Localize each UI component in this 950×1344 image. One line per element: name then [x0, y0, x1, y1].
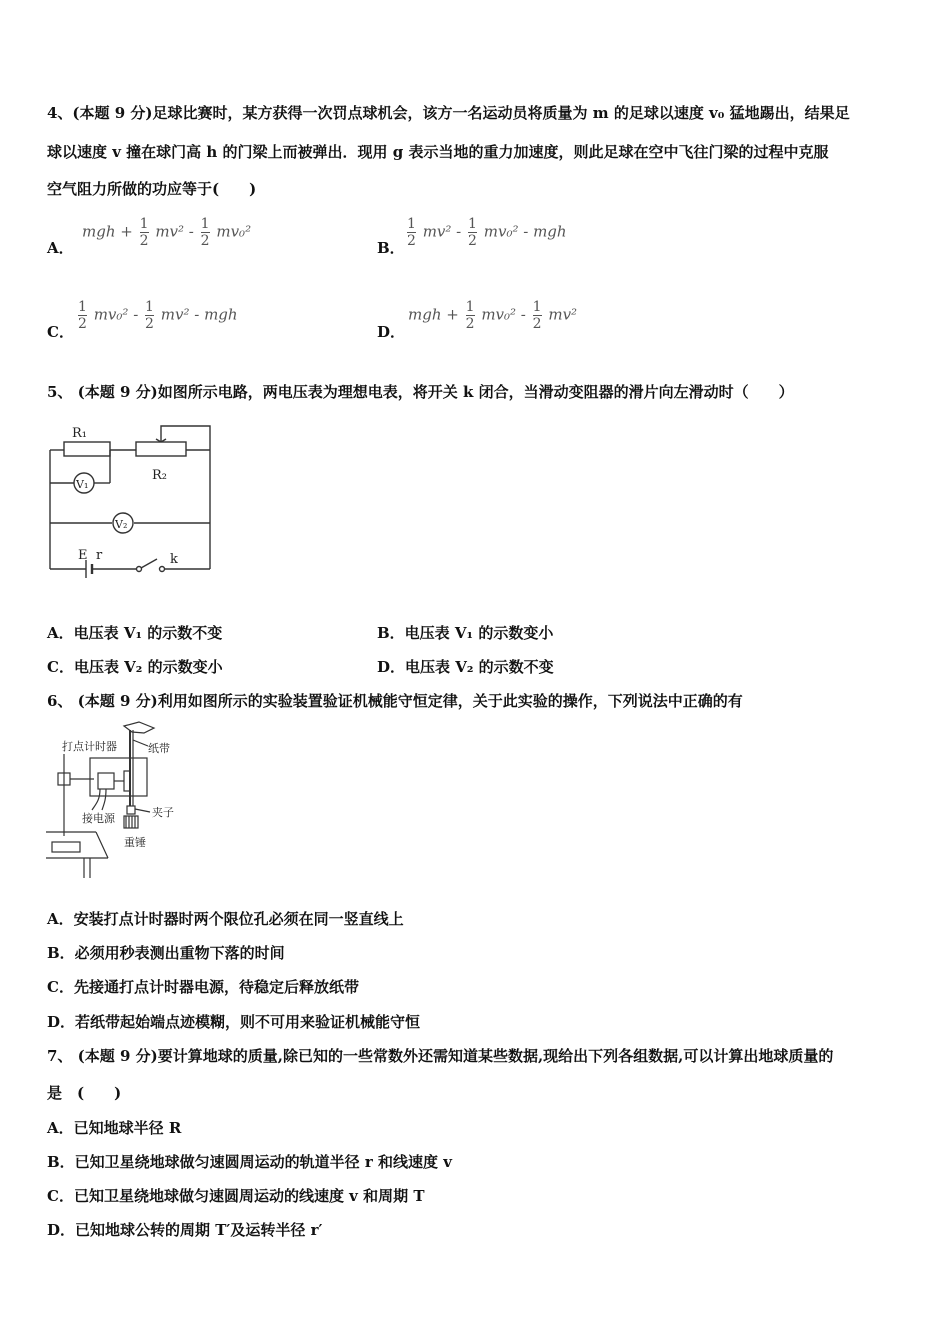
q4-option-a-label: A．	[47, 239, 74, 257]
q7-stem-line1: 7、 (本题 9 分)要计算地球的质量,除已知的一些常数外还需知道某些数据,现给出下列各组数据,可以计算出地球质量的	[47, 1047, 834, 1065]
q6-option-a: A．安装打点计时器时两个限位孔必须在同一竖直线上	[47, 910, 404, 928]
q4-d-term3: mv²	[548, 305, 578, 324]
q4-option-c-label: C．	[47, 323, 74, 341]
label-clip: 夹子	[152, 806, 174, 819]
q5-option-d: D．电压表 V₂ 的示数不变	[377, 658, 554, 676]
q5-option-b: B．电压表 V₁ 的示数变小	[377, 624, 554, 642]
label-r: r	[96, 548, 103, 563]
q7-option-a: A．已知地球半径 R	[47, 1119, 182, 1137]
q4-a-term2: mv² -	[155, 222, 194, 241]
q4-option-d-label: D．	[377, 323, 406, 341]
experiment-apparatus-diagram	[44, 718, 189, 885]
q4-b-term2: mv₀² - mgh	[483, 222, 567, 241]
q7-stem-line2: 是 ( )	[47, 1084, 122, 1102]
q7-option-c: C．已知卫星绕地球做匀速圆周运动的线速度 v 和周期 T	[47, 1187, 425, 1205]
label-power: 接电源	[82, 812, 115, 825]
resistor-r1	[64, 442, 110, 456]
q4-b-term1: mv² -	[422, 222, 462, 241]
q5-option-a: A．电压表 V₁ 的示数不变	[47, 624, 223, 642]
q4-stem-line1: 4、(本题 9 分)足球比赛时，某方获得一次罚点球机会，该方一名运动员将质量为 m 的足球以速度 v₀ 猛地踢出，结果足	[47, 104, 850, 122]
label-weight: 重锤	[124, 836, 146, 849]
label-k: k	[170, 552, 178, 567]
q4-stem-line2: 球以速度 v 撞在球门高 h 的门梁上而被弹出．现用 g 表示当地的重力加速度，则此足球在空中飞往门梁的过程中克服	[47, 143, 829, 161]
half-fraction: $\frac{1}{2}$	[200, 216, 210, 249]
q5-stem: 5、 (本题 9 分)如图所示电路，两电压表为理想电表，将开关 k 闭合，当滑动变阻器的滑片向左滑动时（ ）	[47, 383, 794, 401]
label-v2: V₂	[115, 518, 128, 531]
stand-base	[52, 842, 80, 852]
q6-option-b: B．必须用秒表测出重物下落的时间	[47, 944, 285, 962]
half-fraction: $\frac{1}{2}$	[465, 299, 475, 332]
q4-a-term3: mv₀²	[216, 222, 252, 241]
resistor-r2	[136, 442, 186, 456]
q4-option-b-label: B．	[377, 239, 405, 257]
switch-blade	[141, 559, 157, 568]
half-fraction: $\frac{1}{2}$	[78, 299, 87, 332]
q7-option-d: D．已知地球公转的周期 T′及运转半径 r′	[47, 1221, 323, 1239]
half-fraction: $\frac{1}{2}$	[145, 299, 154, 332]
q6-option-d: D．若纸带起始端点迹模糊，则不可用来验证机械能守恒	[47, 1013, 421, 1031]
q4-a-term1: mgh +	[82, 222, 133, 241]
half-fraction: $\frac{1}{2}$	[139, 216, 149, 249]
label-v1: V₁	[76, 478, 89, 491]
q4-option-a-formula	[82, 216, 251, 249]
q4-option-c-formula	[76, 299, 238, 332]
half-fraction: $\frac{1}{2}$	[468, 216, 477, 249]
q4-stem-line3: 空气阻力所做的功应等于( )	[47, 180, 257, 198]
half-fraction: $\frac{1}{2}$	[532, 299, 542, 332]
circuit-diagram	[44, 417, 219, 582]
label-r2: R₂	[152, 468, 167, 483]
q6-stem: 6、 (本题 9 分)利用如图所示的实验装置验证机械能守恒定律，关于此实验的操作，下列说法中正确的有	[47, 692, 743, 710]
q4-c-term1: mv₀² -	[93, 305, 139, 324]
label-e: E	[78, 548, 88, 563]
q5-option-c: C．电压表 V₂ 的示数变小	[47, 658, 223, 676]
q4-d-term2: mv₀² -	[481, 305, 526, 324]
q4-d-term1: mgh +	[408, 305, 459, 324]
label-timer: 打点计时器	[62, 740, 117, 753]
q6-option-c: C．先接通打点计时器电源，待稳定后释放纸带	[47, 978, 359, 996]
q4-c-term2: mv² - mgh	[160, 305, 238, 324]
hand-shape	[124, 722, 154, 733]
switch-terminal	[137, 567, 142, 572]
label-r1: R₁	[72, 426, 87, 441]
q4-option-d-formula	[408, 299, 577, 332]
switch-terminal	[160, 567, 165, 572]
half-fraction: $\frac{1}{2}$	[407, 216, 416, 249]
q4-option-b-formula	[405, 216, 567, 249]
q7-option-b: B．已知卫星绕地球做匀速圆周运动的轨道半径 r 和线速度 v	[47, 1153, 452, 1171]
label-tape: 纸带	[148, 742, 170, 755]
